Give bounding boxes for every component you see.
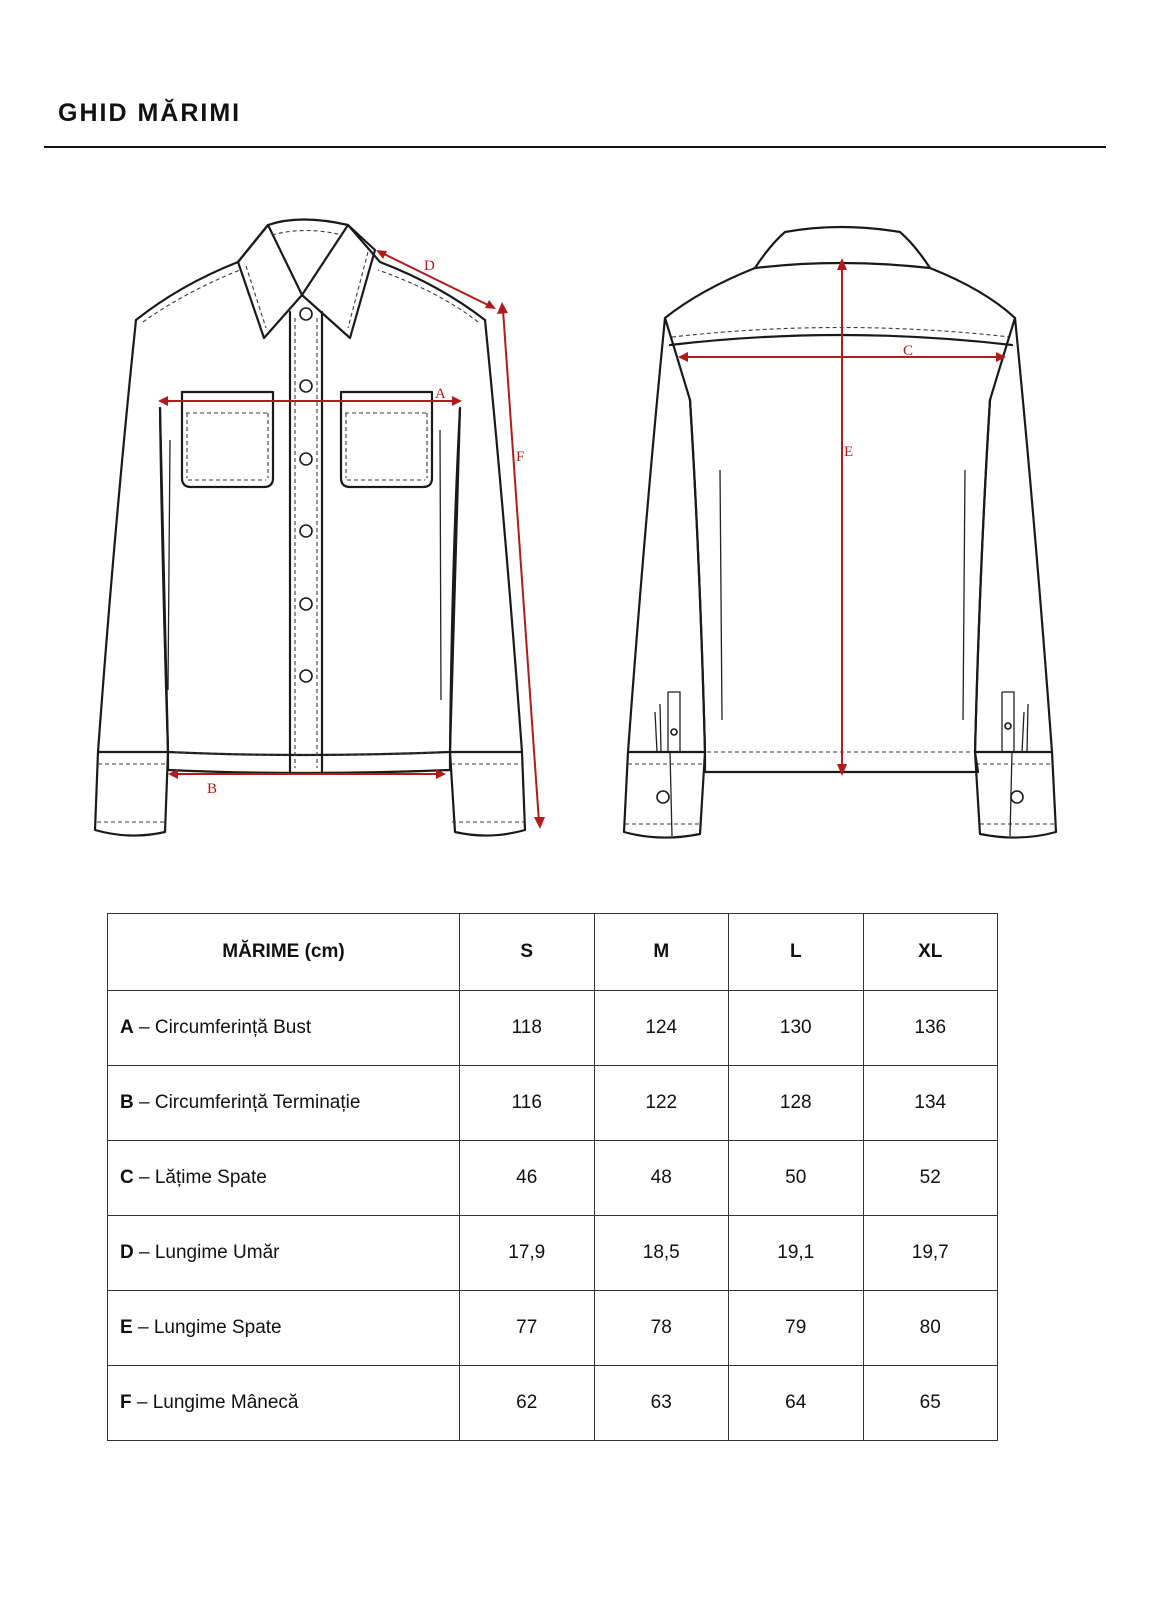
value-cell: 124 [594,991,729,1066]
table-row [108,991,998,1066]
measure-name: Circumferință Bust [154,1017,312,1038]
label-d: D [424,258,435,274]
measure-letter: F [120,1392,132,1413]
row-label [108,1066,460,1141]
label-e: E [844,444,854,460]
row-label [108,1141,460,1216]
measure-name: Lungime Spate [153,1317,282,1338]
cuff-button-icon [657,791,669,803]
header-l: L [729,914,864,991]
value-cell: 50 [729,1141,864,1216]
value-cell: 17,9 [460,1216,595,1291]
table-row [108,1141,998,1216]
table-row [108,1066,998,1141]
separator: – [131,1392,153,1413]
value-cell: 46 [460,1141,595,1216]
label-c: C [903,343,914,359]
button-icon [300,308,312,320]
separator: – [133,1017,155,1038]
value-cell: 52 [863,1141,998,1216]
measure-name: Circumferință Terminație [154,1092,361,1113]
header-m: M [594,914,729,991]
row-label [108,1366,460,1441]
row-label [108,991,460,1066]
measure-letter: C [120,1167,134,1188]
value-cell: 128 [729,1066,864,1141]
row-label [108,1216,460,1291]
value-cell: 130 [729,991,864,1066]
value-cell: 63 [594,1366,729,1441]
value-cell: 80 [863,1291,998,1366]
measure-letter: D [120,1242,134,1263]
measure-b [168,769,446,797]
measure-d [376,250,496,309]
measure-name: Lungime Mânecă [152,1392,299,1413]
value-cell: 19,1 [729,1216,864,1291]
button-icon [300,453,312,465]
table-header-row [108,914,998,991]
value-cell: 118 [460,991,595,1066]
value-cell: 65 [863,1366,998,1441]
table-row [108,1216,998,1291]
measure-letter: B [120,1092,134,1113]
shirt-back-illustration [624,227,1056,838]
cuff-button-icon [671,729,677,735]
separator: – [133,1092,155,1113]
button-icon [300,598,312,610]
label-a: A [435,386,446,402]
value-cell: 116 [460,1066,595,1141]
title-divider [44,146,1106,148]
value-cell: 136 [863,991,998,1066]
table-row [108,1366,998,1441]
button-icon [300,670,312,682]
value-cell: 18,5 [594,1216,729,1291]
cuff-button-icon [1005,723,1011,729]
value-cell: 78 [594,1291,729,1366]
value-cell: 48 [594,1141,729,1216]
garment-diagram [80,205,1070,845]
value-cell: 64 [729,1366,864,1441]
separator: – [133,1242,155,1263]
measure-letter: E [120,1317,133,1338]
measure-letter: A [120,1017,134,1038]
value-cell: 62 [460,1366,595,1441]
measure-name: Lățime Spate [154,1167,267,1188]
label-b: B [207,781,218,797]
button-icon [300,380,312,392]
value-cell: 79 [729,1291,864,1366]
label-f: F [516,449,525,465]
header-s: S [460,914,595,991]
value-cell: 122 [594,1066,729,1141]
separator: – [132,1317,154,1338]
value-cell: 19,7 [863,1216,998,1291]
value-cell: 134 [863,1066,998,1141]
button-icon [300,525,312,537]
page-title: GHID MĂRIMI [58,99,242,127]
header-size-cm: MĂRIME (cm) [108,914,460,991]
table-row [108,1291,998,1366]
separator: – [133,1167,155,1188]
size-table [107,913,998,1441]
measure-name: Lungime Umăr [154,1242,280,1263]
shirt-front-illustration [95,220,525,836]
row-label [108,1291,460,1366]
cuff-button-icon [1011,791,1023,803]
value-cell: 77 [460,1291,595,1366]
header-xl: XL [863,914,998,991]
